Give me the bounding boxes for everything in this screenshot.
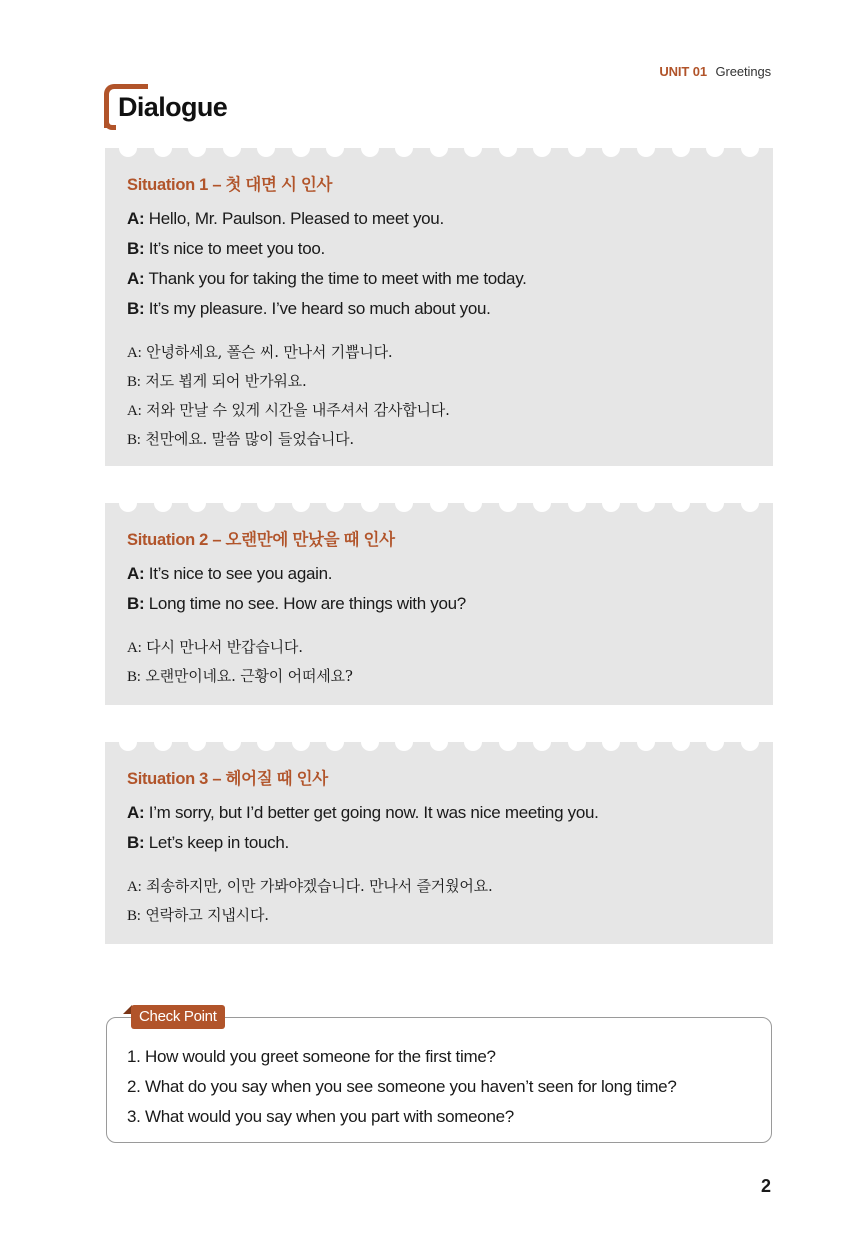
scallop-dot xyxy=(223,733,241,751)
speaker-label: B: xyxy=(127,833,145,852)
scallop-dot xyxy=(292,733,310,751)
korean-line xyxy=(127,425,751,454)
speaker-label: B: xyxy=(127,594,145,613)
korean-translation xyxy=(127,872,751,930)
speaker-label: A: xyxy=(127,345,142,361)
scallop-dot xyxy=(637,494,655,512)
speaker-label: A: xyxy=(127,564,145,583)
korean-line xyxy=(127,396,751,425)
english-line xyxy=(127,589,751,619)
scallop-dot xyxy=(499,733,517,751)
scallop-edge xyxy=(105,494,773,512)
scallop-dot xyxy=(395,733,413,751)
scallop-dot xyxy=(637,733,655,751)
scallop-dot xyxy=(741,733,759,751)
question-item: 1. How would you greet someone for the first time? xyxy=(127,1047,496,1066)
line-text: 다시 만나서 반갑습니다. xyxy=(141,638,303,656)
scallop-edge xyxy=(105,139,773,157)
speaker-label: B: xyxy=(127,239,145,258)
scallop-dot xyxy=(637,139,655,157)
scallop-dot xyxy=(361,494,379,512)
situation-title: Situation 3 – 헤어질 때 인사 xyxy=(127,770,328,788)
scallop-dot xyxy=(188,733,206,751)
korean-translation xyxy=(127,633,751,691)
speaker-label: A: xyxy=(127,209,145,228)
scallop-dot xyxy=(154,733,172,751)
scallop-dot xyxy=(292,139,310,157)
line-text: 천만에요. 말씀 많이 들었습니다. xyxy=(140,430,354,448)
check-point-label: Check Point xyxy=(131,1005,225,1029)
check-point-box xyxy=(106,1008,772,1143)
line-text: Long time no see. How are things with you? xyxy=(144,594,466,613)
speaker-label: B: xyxy=(127,669,141,685)
english-line xyxy=(127,264,751,294)
line-text: It’s my pleasure. I’ve heard so much about you. xyxy=(144,299,491,318)
scallop-dot xyxy=(395,139,413,157)
section-title-text: Dialogue xyxy=(118,92,228,122)
scallop-dot xyxy=(292,494,310,512)
situation-title: Situation 1 – 첫 대면 시 인사 xyxy=(127,176,333,194)
scallop-dot xyxy=(326,733,344,751)
scallop-dot xyxy=(706,494,724,512)
line-text: 저도 뵙게 되어 반가워요. xyxy=(140,372,307,390)
unit-topic: Greetings xyxy=(715,64,771,79)
english-line xyxy=(127,294,751,324)
scallop-dot xyxy=(464,494,482,512)
korean-line xyxy=(127,338,751,367)
scallop-dot xyxy=(395,494,413,512)
scallop-dot xyxy=(672,139,690,157)
scallop-dot xyxy=(154,139,172,157)
scallop-dot xyxy=(464,733,482,751)
scallop-dot xyxy=(430,139,448,157)
scallop-dot xyxy=(223,494,241,512)
speaker-label: B: xyxy=(127,432,141,448)
scallop-dot xyxy=(533,139,551,157)
scallop-dot xyxy=(568,494,586,512)
situation-panel-3 xyxy=(105,742,773,944)
scallop-dot xyxy=(188,494,206,512)
scallop-dot xyxy=(257,733,275,751)
situation-panel-1 xyxy=(105,148,773,466)
line-text: Let’s keep in touch. xyxy=(144,833,289,852)
scallop-dot xyxy=(119,139,137,157)
scallop-dot xyxy=(430,733,448,751)
scallop-dot xyxy=(568,139,586,157)
scallop-dot xyxy=(533,494,551,512)
line-text: It’s nice to meet you too. xyxy=(144,239,325,258)
speaker-label: A: xyxy=(127,269,145,288)
speaker-label: B: xyxy=(127,908,141,924)
line-text: Thank you for taking the time to meet with me today. xyxy=(144,269,527,288)
speaker-label: A: xyxy=(127,403,142,419)
speaker-label: A: xyxy=(127,640,142,656)
question-item: 2. What do you say when you see someone you haven’t seen for long time? xyxy=(127,1077,677,1096)
english-line xyxy=(127,828,751,858)
scallop-dot xyxy=(568,733,586,751)
scallop-dot xyxy=(361,139,379,157)
scallop-dot xyxy=(499,494,517,512)
line-text: 안녕하세요, 폴슨 씨. 만나서 기쁩니다. xyxy=(141,343,393,361)
page-header xyxy=(659,64,771,79)
korean-line xyxy=(127,662,751,691)
line-text: 연락하고 지냅시다. xyxy=(140,906,269,924)
line-text: Hello, Mr. Paulson. Pleased to meet you. xyxy=(144,209,444,228)
scallop-dot xyxy=(602,733,620,751)
scallop-dot xyxy=(741,494,759,512)
scallop-dot xyxy=(361,733,379,751)
page-number: 2 xyxy=(760,1176,771,1196)
scallop-dot xyxy=(533,733,551,751)
scallop-dot xyxy=(602,494,620,512)
scallop-dot xyxy=(706,733,724,751)
scallop-dot xyxy=(257,139,275,157)
korean-line xyxy=(127,367,751,396)
english-line xyxy=(127,798,751,828)
scallop-dot xyxy=(119,733,137,751)
question-item: 3. What would you say when you part with someone? xyxy=(127,1107,514,1126)
line-text: I’m sorry, but I’d better get going now. It was nice meeting you. xyxy=(144,803,599,822)
korean-translation xyxy=(127,338,751,454)
speaker-label: B: xyxy=(127,299,145,318)
english-line xyxy=(127,234,751,264)
speaker-label: A: xyxy=(127,879,142,895)
scallop-dot xyxy=(257,494,275,512)
line-text: 저와 만날 수 있게 시간을 내주셔서 감사합니다. xyxy=(141,401,450,419)
line-text: 오랜만이네요. 근황이 어떠세요? xyxy=(140,667,353,685)
scallop-dot xyxy=(602,139,620,157)
scallop-dot xyxy=(430,494,448,512)
scallop-dot xyxy=(672,494,690,512)
scallop-dot xyxy=(223,139,241,157)
situation-title: Situation 2 – 오랜만에 만났을 때 인사 xyxy=(127,531,395,549)
scallop-dot xyxy=(154,494,172,512)
scallop-edge xyxy=(105,733,773,751)
speaker-label: A: xyxy=(127,803,145,822)
korean-line xyxy=(127,633,751,662)
situation-panel-2 xyxy=(105,503,773,705)
english-line xyxy=(127,204,751,234)
scallop-dot xyxy=(326,139,344,157)
scallop-dot xyxy=(672,733,690,751)
check-point-list xyxy=(127,1042,677,1132)
scallop-dot xyxy=(499,139,517,157)
scallop-dot xyxy=(188,139,206,157)
scallop-dot xyxy=(741,139,759,157)
scallop-dot xyxy=(326,494,344,512)
korean-line xyxy=(127,901,751,930)
scallop-dot xyxy=(119,494,137,512)
line-text: It’s nice to see you again. xyxy=(144,564,333,583)
scallop-dot xyxy=(706,139,724,157)
english-line xyxy=(127,559,751,589)
title-bracket-tail xyxy=(104,112,116,130)
unit-label: UNIT 01 xyxy=(659,64,708,79)
line-text: 죄송하지만, 이만 가봐야겠습니다. 만나서 즐거웠어요. xyxy=(141,877,493,895)
speaker-label: B: xyxy=(127,374,141,390)
korean-line xyxy=(127,872,751,901)
scallop-dot xyxy=(464,139,482,157)
